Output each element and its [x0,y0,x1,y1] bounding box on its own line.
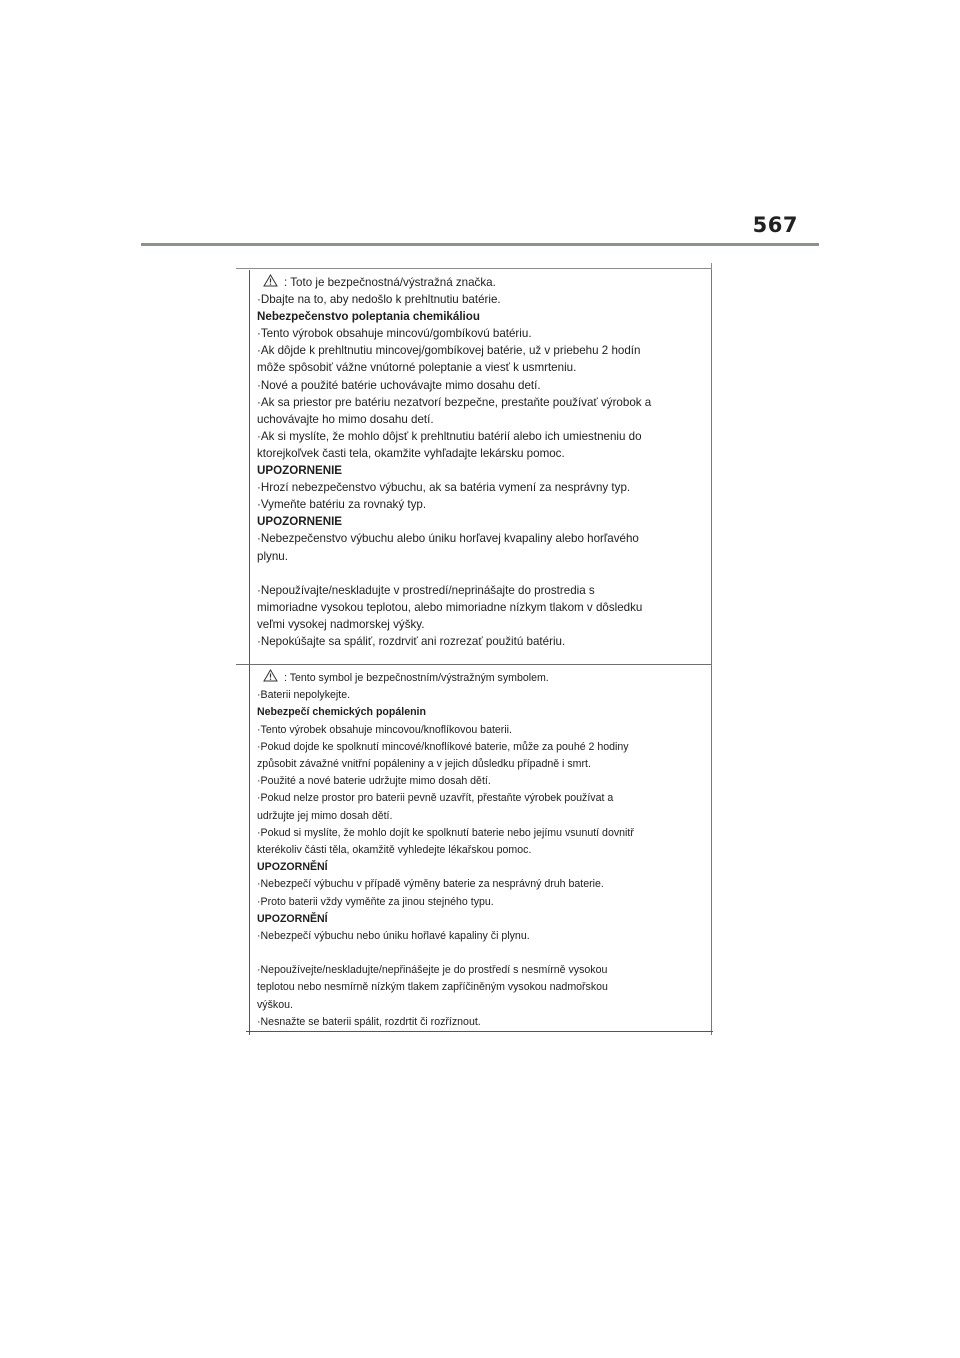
text-line: uchovávajte ho mimo dosahu detí. [257,412,434,426]
text-line: ·Baterii nepolykejte. [257,689,351,702]
text-line: ·Nebezpečí výbuchu v případě výměny baterie za nesprávný druh baterie. [257,878,604,891]
text-line: způsobit závažné vnitřní popáleniny a v jejich důsledku případně i smrt. [257,758,591,771]
heading-chemical-burn: Nebezpečí chemických popálenin [257,706,426,719]
text-line: ·Nebezpečí výbuchu nebo úniku hořlavé kapaliny či plynu. [257,930,530,943]
text-line: ·Proto baterii vždy vyměňte za jinou stejného typu. [257,895,494,908]
label-section-slovak [250,270,711,664]
label-section-czech [250,665,711,1035]
text-line: ·Tento výrobek obsahuje mincovou/knoflíkovou baterii. [257,723,512,736]
text-line: ·Vymeňte batériu za rovnaký typ. [257,498,427,512]
text-line: veľmi vysokej nadmorskej výšky. [257,617,425,631]
text-line: ·Pokud dojde ke spolknutí mincové/knoflíkové baterie, může za pouhé 2 hodiny [257,740,629,753]
text-line: ·Nepoužívajte/neskladujte v prostredí/neprinášajte do prostredia s [257,583,595,597]
text-line: ·Ak sa priestor pre batériu nezatvorí bezpečne, prestaňte používať výrobok a [257,395,652,409]
heading-warning: UPOZORNĚNÍ [257,912,328,925]
heading-warning: UPOZORNĚNÍ [257,861,328,874]
text-line: ·Nepokúšajte sa spáliť, rozdrviť ani rozrezať použitú batériu. [257,634,566,648]
spacer [257,945,705,962]
text-line: ·Pokud si myslíte, že mohlo dojít ke spolknutí baterie nebo jejímu vsunutí dovnitř [257,826,634,839]
text-line: ·Dbajte na to, aby nedošlo k prehltnutiu batérie. [257,293,501,307]
header-rule [141,243,819,246]
text-line: kterékoliv části těla, okamžitě vyhledejte lékařskou pomoc. [257,844,532,857]
text-line: ktorejkoľvek časti tela, okamžite vyhľadajte lekársku pomoc. [257,446,565,460]
text-line: ·Pokud nelze prostor pro baterii pevně uzavřít, přestaňte výrobek používat a [257,792,614,805]
text-line: mimoriadne vysokou teplotou, alebo mimoriadne nízkym tlakom v dôsledku [257,600,643,614]
symbol-note-line [257,274,705,291]
text-line: ·Nebezpečenstvo výbuchu alebo úniku horľavej kvapaliny alebo horľavého [257,532,639,546]
text-line: teplotou nebo nesmírně nízkým tlakem zapříčiněným vysokou nadmořskou [257,981,608,994]
text-line: ·Tento výrobok obsahuje mincovú/gombíkovú batériu. [257,327,532,341]
heading-chemical-burn: Nebezpečenstvo poleptania chemikáliou [257,310,480,324]
text-line: udržujte jej mimo dosah dětí. [257,809,393,822]
symbol-note-line [257,669,705,687]
text-line: ·Hrozí nebezpečenstvo výbuchu, ak sa batéria vymení za nesprávny typ. [257,481,631,495]
text-line: ·Nepoužívejte/neskladujte/nepřinášejte je do prostředí s nesmírně vysokou [257,964,608,977]
text-line: ·Nesnažte se baterii spálit, rozdrtit či rozříznout. [257,1015,481,1028]
text-line: ·Použité a nové baterie udržujte mimo dosah dětí. [257,775,491,788]
heading-warning: UPOZORNENIE [257,515,343,529]
text-line: ·Ak si myslíte, že mohlo dôjsť k prehltnutiu batérií alebo ich umiestneniu do [257,429,642,443]
battery-warning-label [249,270,712,1035]
page-number: 567 [752,213,798,237]
text-line: plynu. [257,549,288,563]
symbol-note: : Toto je bezpečnostná/výstražná značka. [284,276,496,289]
spacer [257,565,705,582]
label-top-edge [236,268,712,269]
warning-triangle-icon [263,669,278,682]
symbol-note: : Tento symbol je bezpečnostním/výstražným symbolem. [284,672,549,684]
text-line: výškou. [257,998,293,1011]
text-line: ·Ak dôjde k prehltnutiu mincovej/gombíkovej batérie, už v priebehu 2 hodín [257,344,641,358]
warning-triangle-icon [263,274,278,287]
heading-warning: UPOZORNENIE [257,464,343,478]
text-line: ·Nové a použité batérie uchovávajte mimo dosahu detí. [257,378,541,392]
label-bottom-edge [246,1031,713,1032]
text-line: môže spôsobiť vážne vnútorné poleptanie a viesť k usmrteniu. [257,361,577,375]
